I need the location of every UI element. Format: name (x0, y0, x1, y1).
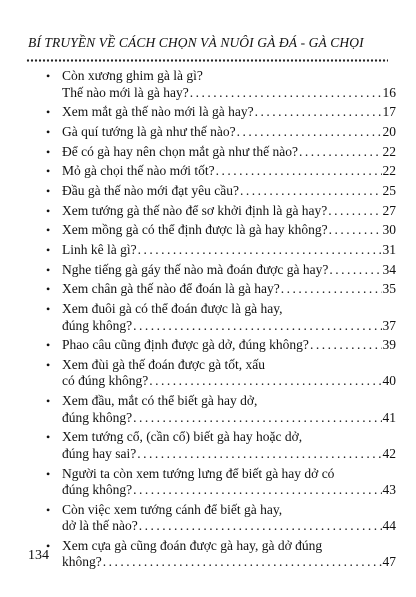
bullet-icon: • (46, 394, 51, 409)
toc-entry-title: đúng hay sai? (62, 445, 137, 461)
toc-entry-page: 43 (382, 482, 396, 497)
bullet-icon: • (46, 430, 51, 445)
bullet-icon: • (46, 105, 51, 120)
toc-entry-page: 31 (382, 242, 396, 257)
dot-leader (216, 163, 382, 180)
toc-entry-title: Còn việc xem tướng cánh để biết gà hay, (62, 501, 283, 517)
table-of-contents (44, 68, 396, 574)
toc-entry-page: 39 (382, 337, 396, 353)
dot-leader (255, 104, 382, 121)
toc-entry (44, 502, 396, 535)
toc-entry (44, 104, 396, 121)
bullet-icon: • (46, 262, 51, 277)
toc-entry-title: Xem tướng cổ, (cần cổ) biết gà hay hoặc dở, (62, 429, 303, 445)
toc-entry (44, 68, 396, 101)
dot-leader (240, 183, 382, 200)
toc-entry-page: 22 (382, 163, 396, 179)
toc-entry-title: Xem mắt gà thế nào mới là gà hay? (62, 104, 254, 120)
bullet-icon: • (46, 282, 51, 297)
toc-entry (44, 203, 396, 220)
toc-entry-title: đúng không? (62, 482, 133, 497)
toc-entry (44, 222, 396, 239)
bullet-icon: • (46, 357, 51, 372)
toc-entry-page: 41 (382, 409, 396, 425)
toc-entry-page: 34 (382, 261, 396, 277)
bullet-icon: • (46, 502, 51, 517)
toc-entry (44, 301, 396, 334)
toc-entry (44, 242, 396, 259)
toc-entry (44, 466, 396, 499)
toc-entry-title: Xem đầu, mắt có thể biết gà hay dở, (62, 393, 258, 409)
bullet-icon: • (46, 223, 51, 238)
toc-entry-page: 37 (382, 317, 396, 333)
bullet-icon: • (46, 144, 51, 159)
dot-leader (133, 410, 381, 427)
toc-entry (44, 262, 396, 279)
toc-entry-title: Xem chân gà thế nào để đoán là gà hay? (62, 281, 280, 297)
dot-leader (190, 85, 382, 102)
toc-entry-page: 40 (382, 373, 396, 389)
toc-entry-title: Linh kê là gì? (62, 242, 137, 257)
toc-entry-title: Xem mồng gà có thể định được là gà hay không? (62, 222, 328, 238)
bullet-icon: • (46, 183, 51, 198)
toc-entry-page: 30 (382, 222, 396, 238)
bullet-icon: • (46, 538, 51, 553)
page-number: 134 (28, 548, 49, 563)
bullet-icon: • (46, 164, 51, 179)
toc-entry-page: 22 (382, 143, 396, 159)
bullet-icon: • (46, 243, 51, 257)
toc-entry-title: Còn xương ghim gà là gì? (62, 68, 203, 83)
toc-entry-page: 20 (382, 123, 396, 139)
dot-leader (237, 124, 382, 141)
toc-entry-title: Mỏ gà chọi thế nào mới tốt? (62, 163, 215, 179)
toc-entry-title: Xem đùi gà thế đoán được gà tốt, xấu (62, 356, 266, 372)
dot-leader (329, 262, 381, 279)
dot-leader (133, 482, 381, 499)
bullet-icon: • (46, 302, 51, 317)
dot-leader (329, 222, 382, 239)
toc-entry-title: Xem cựa gà cũng đoán được gà hay, gà dở đúng (62, 537, 323, 553)
toc-entry-title: dở là thế nào? (62, 518, 138, 534)
toc-entry-title: Nghe tiếng gà gáy thế nào mà đoán được gà hay? (62, 261, 329, 277)
toc-entry (44, 144, 396, 161)
toc-entry-title: Phao câu cũng định được gà dở, đúng không? (62, 337, 309, 353)
toc-entry-title: Xem tướng gà thế nào để sơ khởi định là gà hay? (62, 202, 328, 218)
toc-entry (44, 538, 396, 571)
dot-leader (137, 446, 381, 463)
toc-entry-title: Thế nào mới là gà hay? (62, 84, 189, 100)
bullet-icon: • (46, 203, 51, 218)
toc-entry (44, 163, 396, 180)
dot-leader (310, 337, 382, 354)
toc-entry-page: 25 (382, 182, 396, 198)
bullet-icon: • (46, 69, 51, 83)
dot-leader (133, 318, 381, 335)
toc-entry (44, 393, 396, 426)
toc-entry-title: không? (62, 554, 102, 570)
toc-entry-page: 44 (382, 518, 396, 534)
dot-leader (299, 144, 382, 161)
toc-entry (44, 429, 396, 462)
toc-entry (44, 183, 396, 200)
toc-entry-page: 42 (382, 445, 396, 461)
toc-entry-page: 16 (382, 84, 396, 100)
toc-entry-title: Xem đuôi gà có thể đoán được là gà hay, (62, 301, 283, 317)
toc-entry-title: đúng không? (62, 409, 133, 425)
dot-leader (103, 554, 382, 571)
toc-entry (44, 281, 396, 298)
dot-leader (281, 281, 382, 298)
toc-entry-title: Đầu gà thế nào mới đạt yêu cầu? (62, 182, 239, 198)
dot-leader (149, 373, 381, 390)
toc-entry-page: 47 (382, 554, 396, 570)
toc-entry-page: 27 (382, 202, 396, 218)
toc-entry-page: 35 (382, 281, 396, 297)
toc-entry-page: 17 (382, 104, 396, 120)
toc-entry (44, 124, 396, 141)
toc-entry-title: Người ta còn xem tướng lưng để biết gà hay dở có (62, 465, 335, 481)
toc-entry-title: có đúng không? (62, 373, 149, 389)
bullet-icon: • (46, 124, 51, 139)
dot-leader (139, 518, 382, 535)
running-header: BÍ TRUYỀN VỀ CÁCH CHỌN VÀ NUÔI GÀ ĐÁ - GÀ CHỌI (28, 35, 364, 50)
toc-entry-title: Gà quí tướng là gà như thế nào? (62, 123, 236, 139)
bullet-icon: • (46, 466, 51, 481)
toc-entry-title: Để có gà hay nên chọn mắt gà như thế nào? (62, 143, 298, 159)
dotted-rule (26, 58, 388, 63)
toc-entry (44, 337, 396, 354)
toc-entry-title: đúng không? (62, 317, 133, 333)
dot-leader (138, 242, 382, 259)
toc-entry (44, 357, 396, 390)
bullet-icon: • (46, 338, 51, 353)
dot-leader (328, 203, 381, 220)
